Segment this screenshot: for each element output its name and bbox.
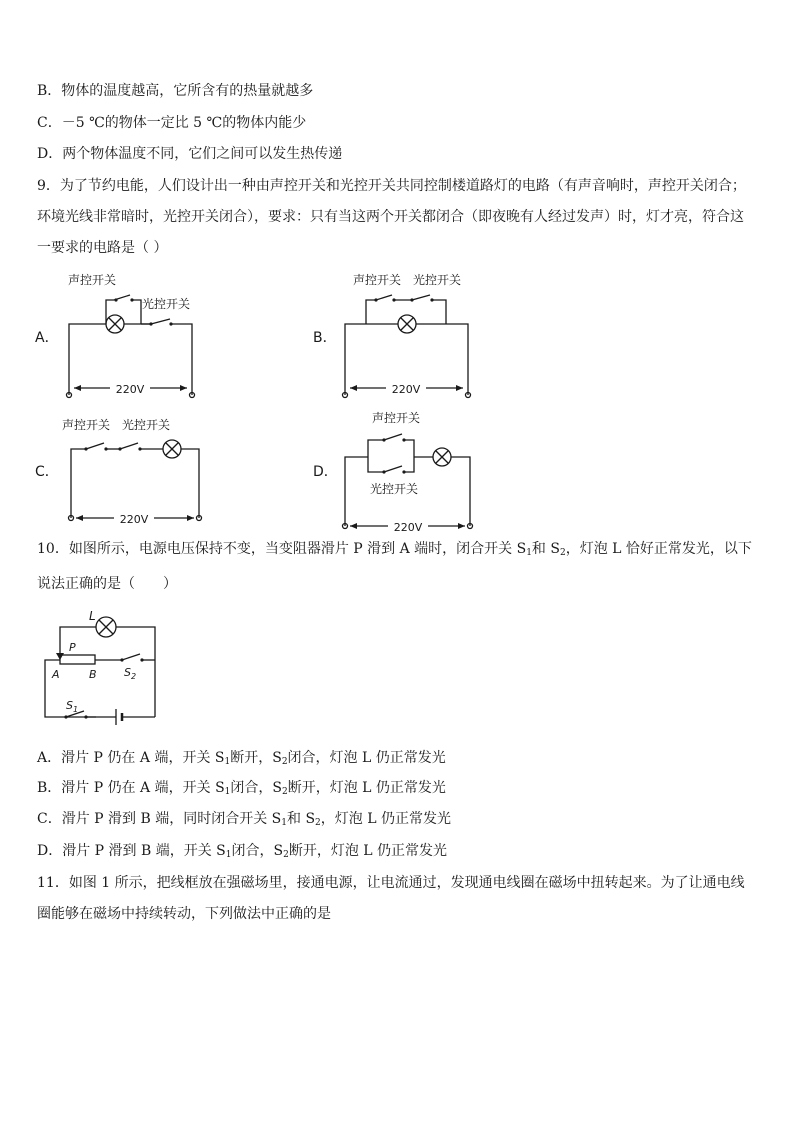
q10-rheostat bbox=[60, 655, 95, 664]
q9-d-light-label: 光控开关 bbox=[370, 482, 419, 496]
q10-circuit bbox=[36, 605, 176, 725]
q9-circuit-a bbox=[30, 270, 230, 400]
option-c-prev: C．－5 ℃的物体一定比 5 ℃的物体内能少 bbox=[37, 115, 307, 131]
q9-b-letter: B． bbox=[313, 330, 337, 346]
q10-label-s2: $S_2$ bbox=[124, 666, 137, 681]
q10-label-a: A bbox=[52, 668, 60, 681]
q9-d-sound-label: 声控开关 bbox=[372, 411, 421, 425]
q9-c-voltage: 220V bbox=[119, 513, 149, 526]
q9-b-sound-label: 声控开关 bbox=[353, 273, 402, 287]
q9-b-light-label: 光控开关 bbox=[413, 273, 462, 287]
q11-stem: 11．如图 1 所示，把线框放在强磁场里，接通电源，让电流通过，发现通电线圈在磁场中扭转起来。为了让通电线圈能够在磁场中持续转动，下列做法中正确的是 bbox=[37, 875, 745, 922]
q9-circuit-d bbox=[308, 406, 508, 536]
q10-label-s1: $S_1$ bbox=[66, 699, 79, 714]
q9-stem: 9．为了节约电能，人们设计出一种由声控开关和光控开关共同控制楼道路灯的电路（有声音响时，声控开关闭合；环境光线非常暗时，光控开关闭合），要求：只有当这两个开关都闭合（即夜晚有人经过发声）时，灯才亮，符合这一要求的电路是（ ） bbox=[37, 178, 746, 256]
q10-option-b: B．滑片 P 仍在 A 端，开关 $S_1$闭合，$S_2$断开，灯泡 L 仍正常发光 bbox=[37, 780, 446, 797]
q10-option-d: D．滑片 P 滑到 B 端，开关 $S_1$闭合，$S_2$断开，灯泡 L 仍正常发光 bbox=[37, 843, 448, 860]
q9-b-voltage: 220V bbox=[391, 383, 421, 396]
q9-a-light-label: 光控开关 bbox=[142, 297, 191, 311]
q10-label-l: L bbox=[89, 609, 96, 623]
q9-a-voltage: 220V bbox=[115, 383, 145, 396]
q10-label-b: B bbox=[89, 668, 97, 681]
q9-d-letter: D． bbox=[313, 464, 338, 480]
q9-c-light-label: 光控开关 bbox=[122, 418, 171, 432]
q9-circuit-c bbox=[30, 412, 230, 532]
q9-d-voltage: 220V bbox=[393, 521, 423, 534]
option-b-prev: B．物体的温度越高，它所含有的热量就越多 bbox=[37, 83, 314, 99]
option-d-prev: D．两个物体温度不同，它们之间可以发生热传递 bbox=[37, 146, 343, 162]
q9-a-letter: A． bbox=[35, 330, 59, 346]
q9-c-sound-label: 声控开关 bbox=[62, 418, 111, 432]
q9-a-sound-label: 声控开关 bbox=[68, 273, 117, 287]
q9-c-letter: C． bbox=[35, 464, 59, 480]
q10-stem: 10．如图所示，电源电压保持不变，当变阻器滑片 P 滑到 A 端时，闭合开关 $S_1$和 $S_2$，灯泡 L 恰好正常发光，以下说法正确的是（ ） bbox=[37, 541, 752, 592]
q10-label-p: P bbox=[69, 641, 76, 654]
q10-option-a: A．滑片 P 仍在 A 端，开关 $S_1$断开，$S_2$闭合，灯泡 L 仍正常发光 bbox=[37, 750, 446, 767]
q10-option-c: C．滑片 P 滑到 B 端，同时闭合开关 $S_1$和 $S_2$，灯泡 L 仍正常发光 bbox=[37, 811, 451, 828]
q9-circuit-b bbox=[308, 270, 508, 400]
